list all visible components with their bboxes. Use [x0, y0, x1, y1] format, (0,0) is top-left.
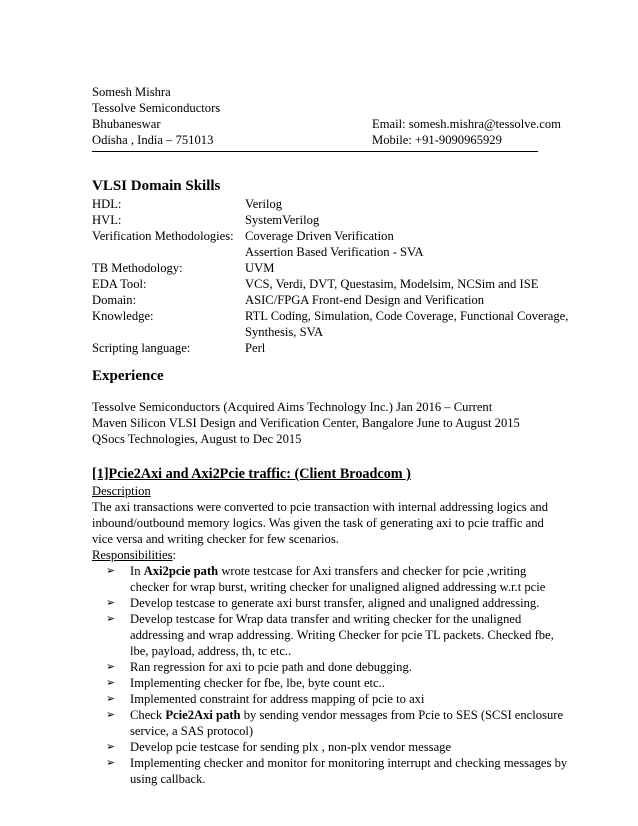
skill-label: HDL: [92, 197, 122, 211]
responsibility-line [130, 611, 577, 627]
skill-value [245, 340, 577, 356]
resume-page [92, 84, 577, 787]
skill-value [245, 308, 577, 340]
skill-value-line: UVM [245, 261, 275, 275]
responsibility-line [130, 707, 577, 723]
skill-value-line: ASIC/FPGA Front-end Design and Verification [245, 293, 485, 307]
responsibility-line [130, 579, 577, 595]
responsibility-item [92, 739, 577, 755]
arrow-bullet-icon: ➢ [106, 677, 116, 689]
responsibility-text: using callback. [130, 772, 206, 786]
description-line: inbound/outbound memory logics. Was given the task of generating axi to pcie traffic and [92, 516, 544, 530]
responsibility-line [130, 643, 577, 659]
skill-row [92, 308, 577, 340]
project-description [92, 499, 577, 547]
skill-value-line: Synthesis, SVA [245, 325, 324, 339]
skill-value [245, 292, 577, 308]
experience-item: Maven Silicon VLSI Design and Verification Center, Bangalore June to August 2015 [92, 416, 520, 430]
responsibility-item [92, 675, 577, 691]
responsibility-item [92, 563, 577, 595]
experience-item: QSocs Technologies, August to Dec 2015 [92, 432, 302, 446]
skills-table [92, 196, 577, 356]
responsibility-text: Develop testcase to generate axi burst transfer, aligned and unaligned addressing. [130, 596, 540, 610]
description-line: The axi transactions were converted to pcie transaction with internal addressing logics and [92, 500, 549, 514]
city: Bhubaneswar [92, 117, 161, 131]
arrow-bullet-icon: ➢ [106, 565, 116, 577]
responsibility-text: Ran regression for axi to pcie path and done debugging. [130, 660, 412, 674]
responsibility-text: by sending vendor messages from Pcie to SES (SCSI enclosure [240, 708, 564, 722]
arrow-bullet-icon: ➢ [106, 741, 116, 753]
experience-heading: Experience [92, 368, 164, 384]
description-label: Description [92, 484, 151, 498]
responsibility-text: Develop testcase for Wrap data transfer and writing checker for the unaligned [130, 612, 522, 626]
skill-value [245, 228, 577, 260]
responsibility-line [130, 627, 577, 643]
skill-value-line: RTL Coding, Simulation, Code Coverage, Functional Coverage, [245, 309, 569, 323]
skill-value-line: Verilog [245, 197, 283, 211]
skill-value-line: SystemVerilog [245, 213, 320, 227]
skill-row [92, 212, 577, 228]
skill-value [245, 260, 577, 276]
responsibility-line [130, 595, 577, 611]
arrow-bullet-icon: ➢ [106, 709, 116, 721]
responsibilities-label: Responsibilities [92, 548, 173, 562]
responsibility-text: lbe, payload, address, th, tc etc.. [130, 644, 292, 658]
current-company: Tessolve Semiconductors [92, 101, 221, 115]
responsibility-text: Implementing checker and monitor for monitoring interrupt and checking messages by [130, 756, 568, 770]
responsibility-text: service, a SAS protocol) [130, 724, 254, 738]
skill-value-line: VCS, Verdi, DVT, Questasim, Modelsim, NCSim and ISE [245, 277, 539, 291]
skill-row [92, 292, 577, 308]
project-title: [1]Pcie2Axi and Axi2Pcie traffic: (Client Broadcom ) [92, 466, 411, 482]
contact-header [92, 84, 577, 152]
responsibility-path: Axi2pcie path [143, 564, 219, 578]
responsibility-path: Pcie2Axi path [165, 708, 241, 722]
state-pin: Odisha , India – 751013 [92, 133, 214, 147]
responsibility-line [130, 659, 577, 675]
skill-value [245, 196, 577, 212]
arrow-bullet-icon: ➢ [106, 757, 116, 769]
responsibility-line [130, 675, 577, 691]
responsibility-item [92, 691, 577, 707]
responsibility-list [92, 563, 577, 787]
mobile: Mobile: +91-9090965929 [372, 133, 502, 147]
responsibility-item [92, 611, 577, 659]
responsibility-item [92, 707, 577, 739]
responsibility-text: wrote testcase for Axi transfers and checker for pcie ,writing [218, 564, 527, 578]
responsibility-text: checker for wrap burst, writing checker for unaligned aligned addressing w.r.t pcie [130, 580, 546, 594]
experience-list [92, 399, 577, 447]
responsibility-line [130, 739, 577, 755]
skill-label: EDA Tool: [92, 277, 147, 291]
skill-value-line: Coverage Driven Verification [245, 229, 394, 243]
skill-label: Verification Methodologies: [92, 229, 234, 243]
arrow-bullet-icon: ➢ [106, 661, 116, 673]
responsibility-text: Implementing checker for fbe, lbe, byte count etc.. [130, 676, 385, 690]
header-divider [92, 151, 538, 152]
skill-value-line: Assertion Based Verification - SVA [245, 245, 424, 259]
responsibility-text: Develop pcie testcase for sending plx , non-plx vendor message [130, 740, 452, 754]
responsibility-item [92, 755, 577, 787]
arrow-bullet-icon: ➢ [106, 613, 116, 625]
responsibilities-colon: : [172, 548, 176, 562]
responsibility-line [130, 691, 577, 707]
arrow-bullet-icon: ➢ [106, 693, 116, 705]
responsibility-item [92, 595, 577, 611]
skill-value-line: Perl [245, 341, 266, 355]
responsibility-line [130, 723, 577, 739]
experience-item: Tessolve Semiconductors (Acquired Aims Technology Inc.) Jan 2016 – Current [92, 400, 493, 414]
skills-heading: VLSI Domain Skills [92, 178, 221, 194]
skill-row [92, 196, 577, 212]
skill-label: Domain: [92, 293, 137, 307]
skill-label: Scripting language: [92, 341, 191, 355]
responsibility-text: addressing and wrap addressing. Writing Checker for pcie TL packets. Checked fbe, [130, 628, 554, 642]
responsibility-prefix: Check [130, 708, 166, 722]
responsibility-text: Implemented constraint for address mapping of pcie to axi [130, 692, 425, 706]
description-line: vice versa and writing checker for few scenarios. [92, 532, 339, 546]
responsibility-line [130, 755, 577, 771]
skill-value [245, 212, 577, 228]
responsibility-prefix: In [130, 564, 144, 578]
skill-label: HVL: [92, 213, 122, 227]
skill-row [92, 228, 577, 260]
responsibilities-heading [92, 547, 577, 563]
skill-label: Knowledge: [92, 309, 154, 323]
candidate-name: Somesh Mishra [92, 85, 171, 99]
skill-label: TB Methodology: [92, 261, 183, 275]
responsibility-line [130, 563, 577, 579]
skill-row [92, 276, 577, 292]
responsibility-item [92, 659, 577, 675]
arrow-bullet-icon: ➢ [106, 597, 116, 609]
responsibility-line [130, 771, 577, 787]
email: Email: somesh.mishra@tessolve.com [372, 117, 561, 131]
skill-row [92, 340, 577, 356]
skill-value [245, 276, 577, 292]
skill-row [92, 260, 577, 276]
